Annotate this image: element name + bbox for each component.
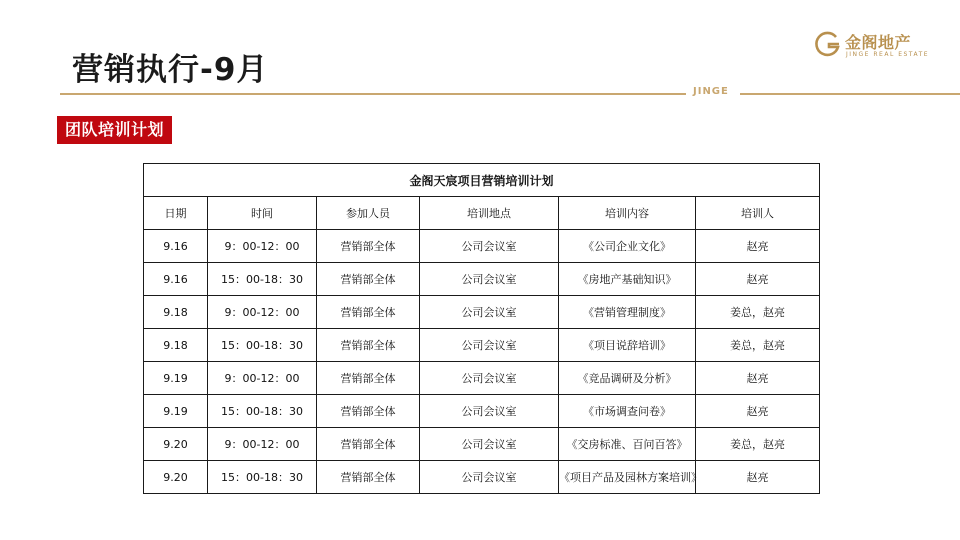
cell-time: 9：00-12：00	[208, 230, 317, 263]
cell-location: 公司会议室	[420, 395, 559, 428]
cell-content: 《项目说辞培训》	[559, 329, 696, 362]
logo-g-icon	[814, 30, 842, 58]
cell-content: 《竞品调研及分析》	[559, 362, 696, 395]
cell-content: 《项目产品及园林方案培训》	[559, 461, 696, 494]
cell-location: 公司会议室	[420, 428, 559, 461]
table-row	[144, 395, 820, 428]
cell-participants: 营销部全体	[317, 461, 420, 494]
cell-time: 15：00-18：30	[208, 395, 317, 428]
cell-trainer: 赵亮	[696, 461, 820, 494]
header-participants: 参加人员	[317, 197, 420, 230]
header-location: 培训地点	[420, 197, 559, 230]
cell-date: 9.16	[144, 263, 208, 296]
cell-participants: 营销部全体	[317, 362, 420, 395]
cell-time: 9：00-12：00	[208, 428, 317, 461]
cell-trainer: 赵亮	[696, 230, 820, 263]
cell-location: 公司会议室	[420, 329, 559, 362]
header-trainer: 培训人	[696, 197, 820, 230]
cell-time: 9：00-12：00	[208, 362, 317, 395]
logo-name: 金阁地产	[845, 33, 912, 52]
page-title: 营销执行-9月	[72, 52, 269, 88]
cell-content: 《市场调查问卷》	[559, 395, 696, 428]
table-row	[144, 263, 820, 296]
cell-trainer: 赵亮	[696, 362, 820, 395]
cell-content: 《公司企业文化》	[559, 230, 696, 263]
logo-subtitle: JINGE REAL ESTATE	[846, 51, 930, 58]
header-date: 日期	[144, 197, 208, 230]
cell-date: 9.16	[144, 230, 208, 263]
cell-location: 公司会议室	[420, 362, 559, 395]
cell-location: 公司会议室	[420, 461, 559, 494]
table-title-row	[144, 164, 820, 197]
cell-date: 9.18	[144, 329, 208, 362]
table-header-row	[144, 197, 820, 230]
table-row	[144, 230, 820, 263]
cell-date: 9.19	[144, 395, 208, 428]
table-row	[144, 296, 820, 329]
cell-time: 15：00-18：30	[208, 329, 317, 362]
cell-participants: 营销部全体	[317, 395, 420, 428]
cell-date: 9.18	[144, 296, 208, 329]
header-rule-left	[60, 93, 686, 95]
cell-date: 9.20	[144, 461, 208, 494]
header-content: 培训内容	[559, 197, 696, 230]
cell-trainer: 姜总，赵亮	[696, 428, 820, 461]
header-rule-right	[740, 93, 960, 95]
table-row	[144, 428, 820, 461]
table-row	[144, 461, 820, 494]
cell-participants: 营销部全体	[317, 230, 420, 263]
table-row	[144, 329, 820, 362]
cell-participants: 营销部全体	[317, 263, 420, 296]
cell-trainer: 赵亮	[696, 395, 820, 428]
cell-location: 公司会议室	[420, 296, 559, 329]
brand-word: JINGE	[693, 86, 729, 97]
cell-participants: 营销部全体	[317, 428, 420, 461]
header-time: 时间	[208, 197, 317, 230]
cell-location: 公司会议室	[420, 230, 559, 263]
cell-participants: 营销部全体	[317, 296, 420, 329]
cell-date: 9.19	[144, 362, 208, 395]
cell-time: 9：00-12：00	[208, 296, 317, 329]
cell-trainer: 姜总，赵亮	[696, 296, 820, 329]
table-title: 金阁天宸项目营销培训计划	[144, 164, 820, 197]
cell-time: 15：00-18：30	[208, 263, 317, 296]
cell-content: 《交房标准、百问百答》	[559, 428, 696, 461]
cell-trainer: 姜总，赵亮	[696, 329, 820, 362]
cell-content: 《房地产基础知识》	[559, 263, 696, 296]
table-row	[144, 362, 820, 395]
cell-content: 《营销管理制度》	[559, 296, 696, 329]
section-tag: 团队培训计划	[57, 116, 172, 144]
cell-location: 公司会议室	[420, 263, 559, 296]
training-plan-table	[143, 163, 820, 494]
cell-participants: 营销部全体	[317, 329, 420, 362]
company-logo	[814, 30, 930, 60]
cell-trainer: 赵亮	[696, 263, 820, 296]
cell-date: 9.20	[144, 428, 208, 461]
cell-time: 15：00-18：30	[208, 461, 317, 494]
